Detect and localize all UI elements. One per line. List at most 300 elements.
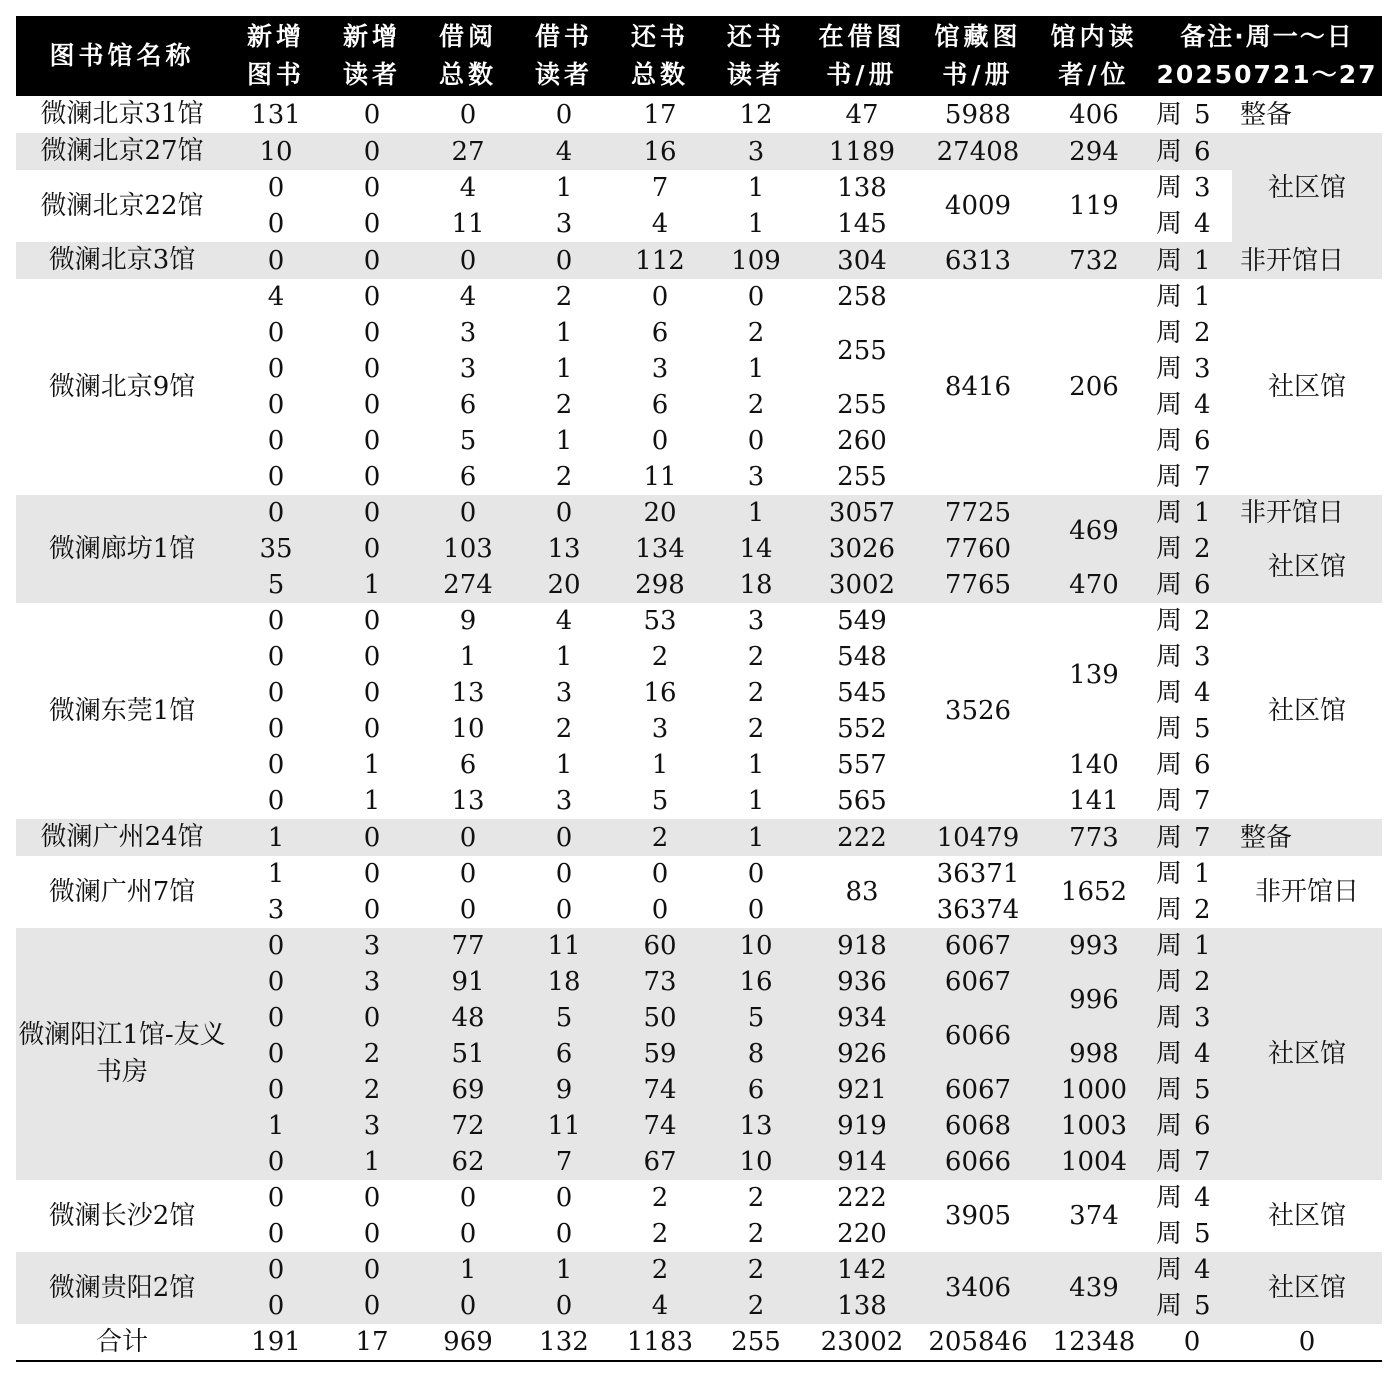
total-borrow-readers: 132 [516, 1324, 612, 1361]
borrow-total-cell: 0 [420, 819, 516, 856]
return-total-cell: 74 [612, 1108, 708, 1144]
new-readers-cell: 1 [363, 786, 381, 816]
return-readers-cell: 3 [708, 133, 804, 170]
borrow-readers-cell: 5 [516, 1000, 612, 1036]
return-total-cell: 2 [651, 1219, 669, 1249]
on-loan-cell: 934 [804, 1000, 920, 1036]
new-readers-cell: 0 [363, 1183, 381, 1213]
table-row [16, 133, 1382, 170]
weekday-number: 5 [1194, 1291, 1211, 1321]
holdings-cell: 10479 [920, 819, 1036, 856]
on-loan-cell: 145 [837, 209, 887, 239]
borrow-total-cell: 11 [451, 209, 485, 239]
weekday-cell [1152, 711, 1232, 747]
return-total-cell: 7 [651, 173, 669, 203]
weekday-prefix: 周 [1156, 245, 1183, 276]
return-readers-cell: 14 [708, 531, 804, 567]
weekday-cell [1152, 531, 1232, 567]
weekday-prefix: 周 [1156, 173, 1183, 203]
header-borrow-total: 借阅 总数 [420, 16, 516, 96]
borrow-total-cell: 10 [451, 714, 485, 744]
weekday-prefix: 周 [1156, 426, 1183, 456]
note-cell: 非开馆日 [1232, 242, 1382, 279]
visitors-cell: 119 [1069, 191, 1119, 221]
note-cell: 社区馆 [1232, 531, 1382, 603]
weekday-number: 3 [1194, 1003, 1211, 1033]
new-readers-cell: 3 [324, 1108, 420, 1144]
weekday-prefix: 周 [1156, 1255, 1183, 1285]
borrow-total-cell: 6 [459, 462, 477, 492]
borrow-total-cell: 1 [459, 642, 477, 672]
borrow-total-cell: 4 [459, 282, 477, 312]
new-readers-cell: 0 [324, 242, 420, 279]
on-loan-cell: 138 [837, 173, 887, 203]
new-readers-cell: 3 [324, 964, 420, 1000]
return-readers-cell: 0 [747, 859, 765, 889]
new-books-cell: 4 [267, 282, 285, 312]
return-total-cell: 112 [612, 242, 708, 279]
weekday-number: 5 [1194, 99, 1211, 130]
holdings-cell: 7765 [920, 567, 1036, 603]
return-readers-cell: 10 [708, 1144, 804, 1180]
new-books-cell: 3 [267, 895, 285, 925]
weekday-cell [1152, 1036, 1232, 1072]
total-borrow-total: 969 [420, 1324, 516, 1361]
borrow-readers-cell: 9 [516, 1072, 612, 1108]
weekday-prefix: 周 [1156, 282, 1183, 312]
weekday-number: 6 [1194, 426, 1211, 456]
borrow-readers-cell: 3 [555, 786, 573, 816]
weekday-prefix: 周 [1156, 1183, 1183, 1213]
new-books-cell: 0 [267, 1219, 285, 1249]
borrow-total-cell: 3 [459, 318, 477, 348]
borrow-total-cell: 0 [459, 1183, 477, 1213]
new-books-cell: 0 [267, 750, 285, 780]
weekday-prefix: 周 [1156, 390, 1183, 420]
weekday-cell [1152, 242, 1232, 279]
borrow-readers-cell: 1 [555, 426, 573, 456]
weekday-cell [1152, 675, 1232, 711]
library-name: 微澜北京31馆 [40, 99, 204, 129]
return-readers-cell: 5 [708, 1000, 804, 1036]
borrow-readers-cell: 1 [555, 642, 573, 672]
new-readers-cell: 0 [363, 318, 381, 348]
return-total-cell: 17 [643, 99, 677, 130]
new-books-cell: 0 [228, 242, 324, 279]
table-row [16, 242, 1382, 279]
new-books-cell: 0 [267, 173, 285, 203]
weekday-number: 3 [1194, 173, 1211, 203]
weekday-cell [1152, 567, 1232, 603]
header-return-readers: 还书 读者 [708, 16, 804, 96]
return-readers-cell: 6 [708, 1072, 804, 1108]
new-readers-cell: 0 [363, 173, 381, 203]
borrow-readers-cell: 1 [555, 318, 573, 348]
header-on-loan: 在借图 书/册 [804, 16, 920, 96]
weekday-cell [1152, 856, 1232, 892]
new-books-cell: 0 [228, 1072, 324, 1108]
weekday-cell [1152, 279, 1232, 315]
borrow-readers-cell: 13 [516, 531, 612, 567]
visitors-cell: 773 [1036, 819, 1152, 856]
on-loan-cell: 552 [837, 714, 887, 744]
weekday-prefix: 周 [1156, 967, 1183, 997]
total-label: 合计 [16, 1324, 228, 1361]
new-books-cell: 35 [228, 531, 324, 567]
on-loan-cell: 255 [837, 462, 887, 492]
on-loan-cell: 255 [837, 390, 887, 420]
total-new-books: 191 [228, 1324, 324, 1361]
on-loan-cell: 926 [804, 1036, 920, 1072]
weekday-number: 2 [1194, 606, 1211, 636]
borrow-readers-cell: 6 [516, 1036, 612, 1072]
weekday-number: 2 [1194, 967, 1211, 997]
holdings-cell: 27408 [920, 133, 1036, 170]
visitors-cell: 1003 [1036, 1108, 1152, 1144]
visitors-cell: 1000 [1036, 1072, 1152, 1108]
new-books-cell: 0 [228, 928, 324, 964]
total-note-col: 0 [1232, 1324, 1382, 1361]
return-readers-cell: 2 [747, 1219, 765, 1249]
table-row [16, 819, 1382, 856]
on-loan-cell: 260 [837, 426, 887, 456]
new-readers-cell: 2 [324, 1036, 420, 1072]
weekday-prefix: 周 [1156, 859, 1183, 889]
borrow-readers-cell: 0 [516, 495, 612, 531]
on-loan-cell: 921 [804, 1072, 920, 1108]
borrow-readers-cell: 0 [555, 895, 573, 925]
holdings-cell: 4009 [944, 191, 1012, 221]
weekday-number: 2 [1194, 895, 1211, 925]
borrow-readers-cell: 11 [516, 1108, 612, 1144]
return-readers-cell: 10 [708, 928, 804, 964]
weekday-prefix: 周 [1156, 1147, 1183, 1177]
weekday-number: 6 [1194, 1111, 1211, 1141]
on-loan-cell: 3057 [804, 495, 920, 531]
return-total-cell: 16 [643, 678, 677, 708]
weekday-prefix: 周 [1156, 136, 1183, 167]
new-books-cell: 0 [267, 642, 285, 672]
note-cell: 社区馆 [1232, 928, 1382, 1180]
note-cell: 社区馆 [1268, 1201, 1347, 1231]
new-books-cell: 0 [267, 354, 285, 384]
weekday-prefix: 周 [1156, 714, 1183, 744]
new-readers-cell: 1 [363, 750, 381, 780]
return-readers-cell: 2 [708, 1288, 804, 1324]
weekday-number: 7 [1194, 462, 1211, 492]
return-readers-cell: 1 [747, 173, 765, 203]
return-total-cell: 1 [651, 750, 669, 780]
return-readers-cell: 0 [747, 895, 765, 925]
table-row [16, 96, 1382, 133]
return-readers-cell: 12 [739, 99, 773, 130]
borrow-total-cell: 5 [459, 426, 477, 456]
weekday-prefix: 周 [1156, 895, 1183, 925]
header-library-name: 图书馆名称 [16, 16, 228, 96]
visitors-cell: 374 [1069, 1201, 1119, 1231]
header-new-books: 新增 图书 [228, 16, 324, 96]
borrow-readers-cell: 4 [555, 606, 573, 636]
borrow-total-cell: 0 [459, 99, 477, 130]
borrow-readers-cell: 0 [516, 1288, 612, 1324]
new-readers-cell: 0 [324, 133, 420, 170]
new-readers-cell: 0 [363, 606, 381, 636]
library-name: 微澜东莞1馆 [48, 695, 196, 726]
weekday-number: 4 [1194, 209, 1211, 239]
return-total-cell: 2 [651, 642, 669, 672]
weekday-number: 6 [1194, 136, 1211, 167]
return-total-cell: 20 [612, 495, 708, 531]
on-loan-cell: 255 [837, 336, 887, 366]
library-name: 微澜长沙2馆 [48, 1200, 196, 1231]
weekday-number: 4 [1194, 678, 1211, 708]
borrow-total-cell: 4 [459, 173, 477, 203]
new-books-cell: 5 [228, 567, 324, 603]
table-row [16, 1252, 1382, 1288]
borrow-readers-cell: 1 [555, 354, 573, 384]
holdings-cell: 6067 [920, 928, 1036, 964]
return-total-cell: 0 [651, 282, 669, 312]
new-readers-cell: 0 [363, 859, 381, 889]
holdings-cell: 3406 [920, 1252, 1036, 1324]
new-books-cell: 0 [267, 786, 285, 816]
new-books-cell: 0 [267, 714, 285, 744]
weekday-number: 5 [1194, 714, 1211, 744]
new-readers-cell: 0 [363, 678, 381, 708]
weekday-number: 1 [1194, 859, 1211, 889]
new-books-cell: 1 [228, 1108, 324, 1144]
weekday-number: 4 [1194, 390, 1211, 420]
new-readers-cell: 1 [324, 567, 420, 603]
return-total-cell: 6 [651, 390, 669, 420]
weekday-number: 1 [1194, 282, 1211, 312]
return-readers-cell: 3 [747, 606, 765, 636]
new-books-cell: 0 [267, 462, 285, 492]
return-readers-cell: 2 [708, 1252, 804, 1288]
holdings-cell: 5988 [944, 99, 1012, 130]
return-total-cell: 16 [612, 133, 708, 170]
return-readers-cell: 1 [747, 209, 765, 239]
weekday-number: 1 [1194, 931, 1211, 961]
weekday-prefix: 周 [1156, 1039, 1183, 1069]
borrow-total-cell: 0 [420, 242, 516, 279]
table-row [16, 856, 1382, 892]
weekday-prefix: 周 [1156, 931, 1183, 961]
weekday-cell [1152, 1216, 1232, 1252]
holdings-cell: 6067 [920, 964, 1036, 1000]
weekday-prefix: 周 [1156, 642, 1183, 672]
weekday-cell [1152, 639, 1232, 675]
new-books-cell: 1 [267, 859, 285, 889]
weekday-prefix: 周 [1156, 570, 1183, 600]
weekday-prefix: 周 [1156, 606, 1183, 636]
new-books-cell: 1 [228, 819, 324, 856]
weekday-number: 4 [1194, 1039, 1211, 1069]
return-readers-cell: 2 [747, 318, 765, 348]
library-name: 微澜北京9馆 [48, 371, 196, 402]
holdings-cell: 6066 [920, 1000, 1036, 1072]
borrow-total-cell: 0 [459, 859, 477, 889]
return-total-cell: 53 [643, 606, 677, 636]
weekday-prefix: 周 [1156, 209, 1183, 239]
weekday-cell [1152, 928, 1232, 964]
weekday-prefix: 周 [1156, 498, 1183, 528]
on-loan-cell: 914 [804, 1144, 920, 1180]
table-row [16, 170, 1382, 206]
return-total-cell: 3 [651, 714, 669, 744]
new-readers-cell: 0 [324, 819, 420, 856]
on-loan-cell: 548 [837, 642, 887, 672]
on-loan-cell: 138 [804, 1288, 920, 1324]
new-books-cell: 0 [228, 1252, 324, 1288]
return-total-cell: 60 [612, 928, 708, 964]
total-visitors: 12348 [1036, 1324, 1152, 1361]
return-total-cell: 4 [651, 209, 669, 239]
borrow-readers-cell: 4 [516, 133, 612, 170]
weekday-prefix: 周 [1156, 534, 1183, 564]
on-loan-cell: 83 [845, 877, 879, 907]
new-readers-cell: 3 [324, 928, 420, 964]
header-notes: 备注·周一～日 20250721～27 [1152, 16, 1382, 96]
holdings-cell: 8416 [944, 372, 1012, 402]
return-total-cell: 50 [612, 1000, 708, 1036]
weekday-cell [1152, 603, 1232, 639]
new-readers-cell: 0 [363, 390, 381, 420]
new-books-cell: 0 [228, 1144, 324, 1180]
borrow-total-cell: 13 [451, 678, 485, 708]
return-total-cell: 4 [612, 1288, 708, 1324]
weekday-number: 1 [1194, 245, 1211, 276]
table-row [16, 279, 1382, 315]
weekday-cell [1152, 964, 1232, 1000]
new-books-cell: 0 [267, 318, 285, 348]
return-total-cell: 298 [612, 567, 708, 603]
borrow-readers-cell: 3 [555, 209, 573, 239]
header-visitors: 馆内读 者/位 [1036, 16, 1152, 96]
library-name: 微澜廊坊1馆 [16, 495, 228, 603]
return-readers-cell: 2 [747, 390, 765, 420]
weekday-cell [1152, 1108, 1232, 1144]
header-borrow-readers: 借书 读者 [516, 16, 612, 96]
visitors-cell: 470 [1036, 567, 1152, 603]
borrow-total-cell: 51 [420, 1036, 516, 1072]
table-row [16, 495, 1382, 531]
weekday-cell [1152, 170, 1232, 206]
weekday-cell [1152, 315, 1232, 351]
new-readers-cell: 2 [324, 1072, 420, 1108]
borrow-readers-cell: 0 [555, 1219, 573, 1249]
borrow-total-cell: 0 [459, 895, 477, 925]
return-readers-cell: 2 [747, 678, 765, 708]
weekday-cell [1152, 747, 1232, 783]
return-readers-cell: 1 [747, 786, 765, 816]
weekday-cell [1152, 783, 1232, 819]
new-books-cell: 0 [228, 495, 324, 531]
return-readers-cell: 1 [708, 495, 804, 531]
library-name: 微澜广州24馆 [16, 819, 228, 856]
new-readers-cell: 0 [363, 714, 381, 744]
on-loan-cell: 3002 [804, 567, 920, 603]
weekday-prefix: 周 [1156, 822, 1183, 853]
weekday-cell [1152, 1180, 1232, 1216]
borrow-readers-cell: 0 [516, 242, 612, 279]
visitors-cell: 439 [1036, 1252, 1152, 1324]
new-readers-cell: 0 [324, 1288, 420, 1324]
borrow-total-cell: 72 [420, 1108, 516, 1144]
total-new-readers: 17 [324, 1324, 420, 1361]
total-day-col: 0 [1152, 1324, 1232, 1361]
library-name: 微澜北京3馆 [16, 242, 228, 279]
weekday-number: 3 [1194, 642, 1211, 672]
visitors-cell: 141 [1069, 786, 1119, 816]
new-readers-cell: 0 [363, 99, 381, 130]
visitors-cell: 140 [1069, 750, 1119, 780]
new-books-cell: 0 [228, 1036, 324, 1072]
weekday-cell [1152, 96, 1232, 133]
return-total-cell: 2 [612, 1252, 708, 1288]
weekday-cell [1152, 133, 1232, 170]
return-readers-cell: 1 [708, 819, 804, 856]
borrow-total-cell: 1 [420, 1252, 516, 1288]
borrow-readers-cell: 2 [555, 282, 573, 312]
holdings-cell: 3526 [944, 696, 1012, 726]
borrow-readers-cell: 7 [516, 1144, 612, 1180]
weekday-number: 7 [1194, 822, 1211, 853]
weekday-cell [1152, 1144, 1232, 1180]
note-cell: 社区馆 [1268, 372, 1347, 402]
header-holdings: 馆藏图 书/册 [920, 16, 1036, 96]
visitors-cell: 406 [1069, 99, 1119, 130]
holdings-cell: 7760 [920, 531, 1036, 567]
on-loan-cell: 3026 [804, 531, 920, 567]
return-readers-cell: 2 [747, 642, 765, 672]
borrow-readers-cell: 1 [555, 173, 573, 203]
new-books-cell: 0 [267, 606, 285, 636]
new-readers-cell: 0 [324, 531, 420, 567]
new-books-cell: 0 [267, 390, 285, 420]
library-weekly-report-table [16, 16, 1382, 1362]
borrow-total-cell: 69 [420, 1072, 516, 1108]
return-total-cell: 3 [651, 354, 669, 384]
borrow-total-cell: 27 [420, 133, 516, 170]
new-books-cell: 0 [267, 1183, 285, 1213]
weekday-prefix: 周 [1156, 786, 1183, 816]
library-name: 微澜广州7馆 [48, 876, 196, 907]
new-readers-cell: 1 [324, 1144, 420, 1180]
holdings-cell: 7725 [920, 495, 1036, 531]
new-readers-cell: 0 [363, 209, 381, 239]
library-name: 微澜北京27馆 [16, 133, 228, 170]
weekday-prefix: 周 [1156, 1291, 1183, 1321]
borrow-readers-cell: 2 [555, 714, 573, 744]
weekday-prefix: 周 [1156, 462, 1183, 492]
return-total-cell: 73 [612, 964, 708, 1000]
holdings-cell: 36374 [936, 895, 1020, 925]
return-readers-cell: 2 [747, 1183, 765, 1213]
borrow-total-cell: 274 [420, 567, 516, 603]
new-readers-cell: 0 [324, 495, 420, 531]
borrow-readers-cell: 11 [516, 928, 612, 964]
total-return-readers: 255 [708, 1324, 804, 1361]
weekday-number: 5 [1194, 1219, 1211, 1249]
borrow-total-cell: 0 [420, 1288, 516, 1324]
weekday-number: 6 [1194, 570, 1211, 600]
borrow-total-cell: 77 [420, 928, 516, 964]
borrow-readers-cell: 0 [555, 859, 573, 889]
holdings-cell: 6066 [920, 1144, 1036, 1180]
total-on-loan: 23002 [804, 1324, 920, 1361]
return-total-cell: 2 [612, 819, 708, 856]
